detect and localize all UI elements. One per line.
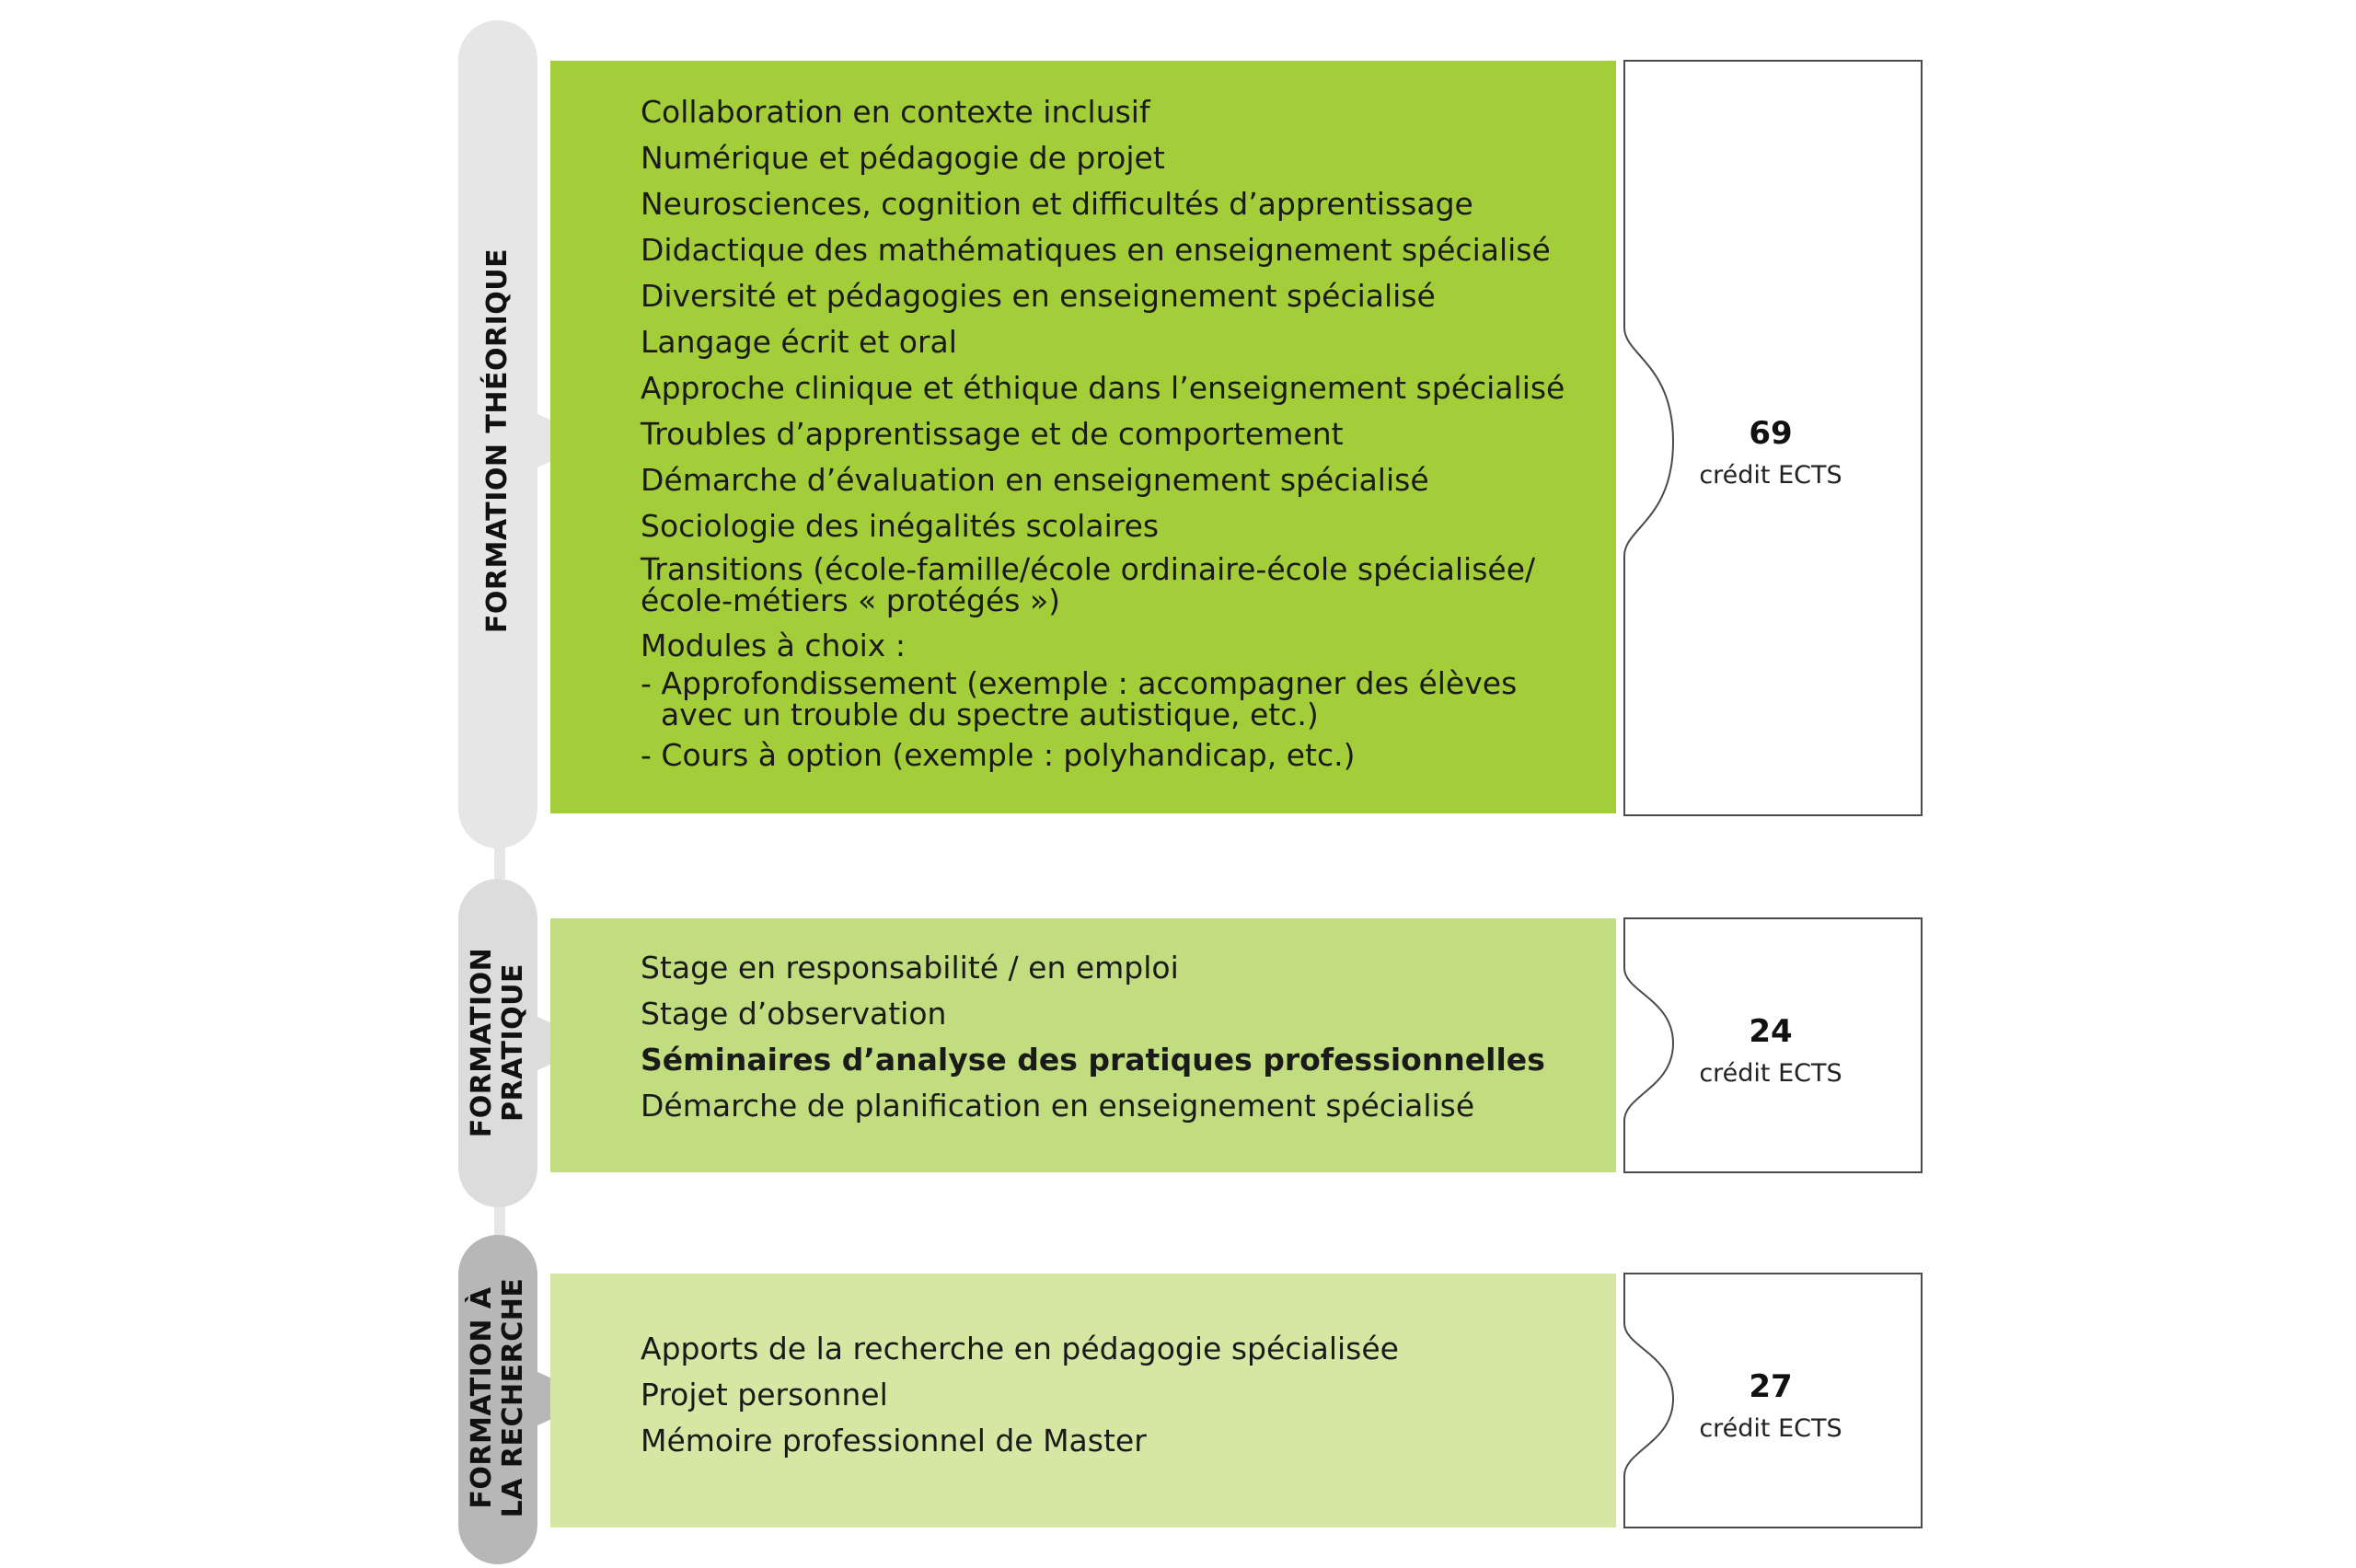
course-item: Collaboration en contexte inclusif (641, 94, 1150, 130)
course-item: Mémoire professionnel de Master (641, 1423, 1147, 1458)
course-item: Modules à choix : (641, 628, 906, 663)
course-item: Langage écrit et oral (641, 324, 957, 360)
course-list-box (550, 918, 1616, 1172)
credit-value: 27 (1749, 1368, 1793, 1405)
section-label: FORMATION THÉORIQUE (481, 248, 514, 634)
credit-unit: crédit ECTS (1699, 1414, 1842, 1443)
credit-unit: crédit ECTS (1699, 1059, 1842, 1088)
course-item: Stage en responsabilité / en emploi (641, 950, 1179, 986)
course-item: Didactique des mathématiques en enseignement spécialisé (641, 232, 1551, 268)
credit-value: 69 (1749, 415, 1793, 452)
course-item: Neurosciences, cognition et difficultés d’apprentissage (641, 186, 1473, 222)
course-item: Transitions (école-famille/école ordinaire-école spécialisée/ école-métiers « protégés ») (641, 551, 1536, 618)
course-list-box (550, 61, 1616, 813)
section-label: FORMATION À LA RECHERCHE (466, 1277, 529, 1518)
course-subitem: - Cours à option (exemple : polyhandicap, etc.) (641, 737, 1356, 773)
course-item: Numérique et pédagogie de projet (641, 140, 1165, 176)
course-item: Sociologie des inégalités scolaires (641, 508, 1160, 544)
credit-value: 24 (1749, 1013, 1793, 1050)
course-item: Démarche de planification en enseignement spécialisé (641, 1088, 1475, 1124)
course-item: Troubles d’apprentissage et de comportement (641, 416, 1344, 452)
course-subitem: - Approfondissement (exemple : accompagner des élèves avec un trouble du spectre autistique, etc.) (641, 665, 1518, 732)
course-item: Projet personnel (641, 1377, 888, 1412)
course-list-box (550, 1274, 1616, 1528)
course-item: Démarche d’évaluation en enseignement spécialisé (641, 462, 1429, 498)
course-item: Diversité et pédagogies en enseignement spécialisé (641, 278, 1436, 314)
section-label: FORMATION PRATIQUE (466, 947, 529, 1138)
course-item: Stage d’observation (641, 996, 947, 1032)
credit-unit: crédit ECTS (1699, 461, 1842, 490)
course-item: Approche clinique et éthique dans l’enseignement spécialisé (641, 370, 1565, 406)
course-item: Apports de la recherche en pédagogie spécialisée (641, 1331, 1399, 1366)
course-item: Séminaires d’analyse des pratiques professionnelles (641, 1042, 1545, 1078)
